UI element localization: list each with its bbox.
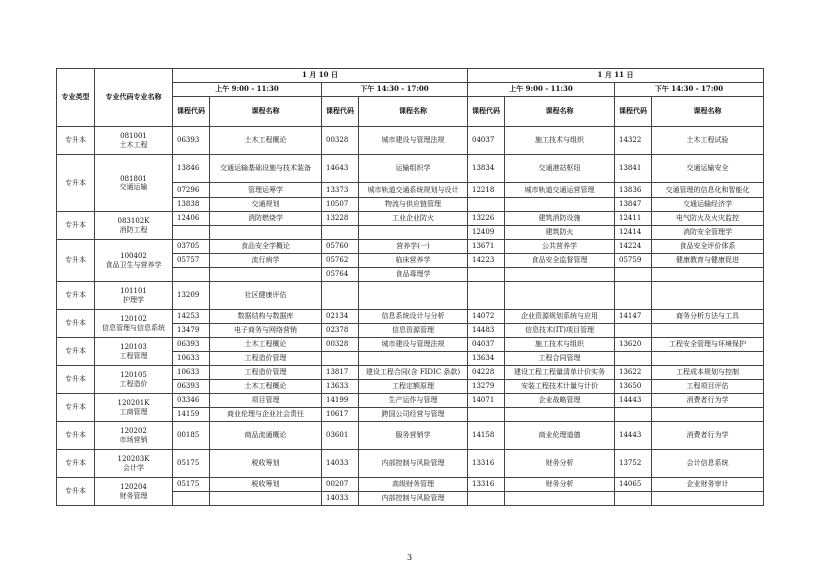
course-code: 10617: [322, 408, 359, 422]
major-cell: [95, 127, 173, 155]
course-code: 13279: [468, 380, 505, 394]
header-day1: 1 月 10 日: [173, 69, 468, 83]
major-name: 财务管理: [119, 491, 148, 500]
major-cell: [95, 310, 173, 338]
course-name: 工业企业防火: [359, 212, 468, 226]
major-type: 专升本: [57, 366, 95, 394]
course-code: [468, 282, 505, 310]
course-name: 电气防火及火灾监控: [652, 212, 764, 226]
course-code: 13841: [615, 155, 652, 183]
header-major-code-name: 专业代码专业名称: [95, 69, 173, 127]
course-name: 信息资源管理: [359, 324, 468, 338]
course-name: [652, 268, 764, 282]
course-name: 财务分析: [505, 450, 615, 478]
course-name: [652, 324, 764, 338]
header-course: 课程名称: [210, 97, 322, 127]
course-code: 14071: [468, 394, 505, 408]
course-code: 13834: [468, 155, 505, 183]
course-name: 营养学(一): [359, 240, 468, 254]
course-name: 管理运筹学: [210, 183, 322, 198]
course-name: 电子商务与网络营销: [210, 324, 322, 338]
course-name: 食品安全监督管理: [505, 254, 615, 268]
table-row: [57, 394, 764, 408]
course-name: 临床营养学: [359, 254, 468, 268]
course-code: 14159: [173, 408, 210, 422]
course-name: [359, 352, 468, 366]
course-name: 数据结构与数据库: [210, 310, 322, 324]
major-type: 专升本: [57, 338, 95, 366]
course-name: [210, 268, 322, 282]
course-name: 会计信息系统: [652, 450, 764, 478]
course-name: 消防燃烧学: [210, 212, 322, 226]
major-type: 专升本: [57, 282, 95, 310]
table-row: [57, 478, 764, 492]
course-name: 跨国公司经营与管理: [359, 408, 468, 422]
course-name: 企业财务审计: [652, 478, 764, 492]
major-cell: [95, 422, 173, 450]
course-name: 健康教育与健康促进: [652, 254, 764, 268]
major-code: 120203K: [117, 455, 150, 464]
major-code: 120105: [120, 371, 147, 380]
course-code: 13226: [468, 212, 505, 226]
course-code: 13838: [173, 198, 210, 212]
course-code: [615, 268, 652, 282]
header-course: 课程名称: [505, 97, 615, 127]
course-code: [615, 408, 652, 422]
major-name: 工程管理: [119, 351, 148, 360]
course-name: 土木工程概论: [210, 338, 322, 352]
course-code: 05764: [322, 268, 359, 282]
major-name: 食品卫生与营养学: [105, 260, 162, 269]
course-name: [652, 282, 764, 310]
course-code: 13836: [615, 183, 652, 198]
course-code: 14322: [615, 127, 652, 155]
course-name: [505, 492, 615, 506]
course-name: 施工技术与组织: [505, 338, 615, 352]
course-code: 03601: [322, 422, 359, 450]
course-name: 交通港站枢纽: [505, 155, 615, 183]
course-code: [173, 226, 210, 240]
header-day1-am: 上午 9:00 - 11:30: [173, 83, 322, 97]
course-code: 12409: [468, 226, 505, 240]
course-code: 14443: [615, 394, 652, 408]
course-code: 14643: [322, 155, 359, 183]
course-code: 07296: [173, 183, 210, 198]
course-code: 13228: [322, 212, 359, 226]
major-type: 专升本: [57, 450, 95, 478]
course-code: [615, 492, 652, 506]
major-cell: [95, 240, 173, 282]
course-name: 土木工程概论: [210, 380, 322, 394]
course-name: 运输组织学: [359, 155, 468, 183]
course-name: 交通运输基础设施与技术装备: [210, 155, 322, 183]
course-name: 工程造价管理: [210, 366, 322, 380]
course-name: [652, 408, 764, 422]
major-name: 消防工程: [119, 225, 148, 234]
course-name: 商业伦理与企业社会责任: [210, 408, 322, 422]
header-code: 课程代码: [322, 97, 359, 127]
course-code: 14033: [322, 450, 359, 478]
course-code: 05175: [173, 478, 210, 492]
course-name: 交通运输安全: [652, 155, 764, 183]
course-name: 交通管理的信息化和智能化: [652, 183, 764, 198]
course-code: 12406: [173, 212, 210, 226]
table-row: [57, 155, 764, 183]
major-code: 120102: [120, 315, 147, 324]
course-code: 13671: [468, 240, 505, 254]
course-code: [322, 282, 359, 310]
course-name: [505, 268, 615, 282]
course-name: 项目管理: [210, 394, 322, 408]
course-code: [468, 268, 505, 282]
table-row: [57, 366, 764, 380]
major-code: 083102K: [117, 217, 150, 226]
course-name: 城市建设与管理法规: [359, 127, 468, 155]
major-cell: [95, 450, 173, 478]
major-type: 专升本: [57, 478, 95, 506]
course-name: 建筑消防设施: [505, 212, 615, 226]
major-type: 专升本: [57, 422, 95, 450]
course-name: 高级财务管理: [359, 478, 468, 492]
course-name: 城市轨道交通运营管理: [505, 183, 615, 198]
course-code: 05175: [173, 450, 210, 478]
course-name: 工程项目评估: [652, 380, 764, 394]
major-cell: [95, 155, 173, 212]
course-name: 工程成本规划与控制: [652, 366, 764, 380]
course-code: 05757: [173, 254, 210, 268]
header-day2: 1 月 11 日: [468, 69, 764, 83]
course-name: 建设工程合同(含 FIDIC 条款): [359, 366, 468, 380]
course-code: 12411: [615, 212, 652, 226]
course-code: 13634: [468, 352, 505, 366]
course-name: 安装工程技术计量与计价: [505, 380, 615, 394]
header-major-type: 专业类型: [57, 69, 95, 127]
course-name: 商品流通概论: [210, 422, 322, 450]
course-name: 工程合同管理: [505, 352, 615, 366]
course-name: 食品安全评价体系: [652, 240, 764, 254]
course-code: 04228: [468, 366, 505, 380]
course-code: [322, 352, 359, 366]
major-name: 工程造价: [119, 379, 148, 388]
course-name: 工程定额原理: [359, 380, 468, 394]
major-code: 120202: [120, 427, 147, 436]
course-name: [652, 352, 764, 366]
header-day2-pm: 下午 14:30 - 17:00: [615, 83, 764, 97]
course-code: 00207: [322, 478, 359, 492]
course-code: 10507: [322, 198, 359, 212]
course-name: 食品毒理学: [359, 268, 468, 282]
course-code: 14147: [615, 310, 652, 324]
course-code: 13846: [173, 155, 210, 183]
course-code: 10633: [173, 352, 210, 366]
major-code: 081001: [120, 132, 147, 141]
course-code: 13650: [615, 380, 652, 394]
major-type: 专升本: [57, 310, 95, 338]
course-code: 13209: [173, 282, 210, 310]
course-name: 内部控制与风险管理: [359, 492, 468, 506]
course-code: 14224: [615, 240, 652, 254]
major-name: 信息管理与信息系统: [102, 323, 165, 332]
major-type: 专升本: [57, 155, 95, 212]
course-code: 13479: [173, 324, 210, 338]
course-code: [322, 226, 359, 240]
major-name: 工商管理: [119, 407, 148, 416]
course-code: 14199: [322, 394, 359, 408]
major-code: 081801: [120, 174, 147, 183]
course-code: 10633: [173, 366, 210, 380]
course-name: 物流与供应链管理: [359, 198, 468, 212]
course-name: 食品安全学概论: [210, 240, 322, 254]
course-code: 13817: [322, 366, 359, 380]
course-code: [615, 324, 652, 338]
course-code: 14483: [468, 324, 505, 338]
course-code: [173, 268, 210, 282]
course-name: 施工技术与组织: [505, 127, 615, 155]
course-name: [359, 282, 468, 310]
course-code: 14072: [468, 310, 505, 324]
major-type: 专升本: [57, 212, 95, 240]
course-code: 14065: [615, 478, 652, 492]
major-code: 120103: [120, 343, 147, 352]
major-cell: [95, 366, 173, 394]
major-type: 专升本: [57, 240, 95, 282]
course-code: 13620: [615, 338, 652, 352]
course-name: 消费者行为学: [652, 422, 764, 450]
course-code: 13622: [615, 366, 652, 380]
course-name: 交通规划: [210, 198, 322, 212]
course-code: [468, 492, 505, 506]
course-name: 服务营销学: [359, 422, 468, 450]
course-code: [468, 408, 505, 422]
course-name: 工程造价管理: [210, 352, 322, 366]
header-code: 课程代码: [615, 97, 652, 127]
table-body: [57, 127, 764, 506]
header-day2-am: 上午 9:00 - 11:30: [468, 83, 615, 97]
course-code: 13633: [322, 380, 359, 394]
course-name: 城市轨道交通系统规划与设计: [359, 183, 468, 198]
header-code: 课程代码: [173, 97, 210, 127]
course-code: 13847: [615, 198, 652, 212]
course-code: 00185: [173, 422, 210, 450]
major-cell: [95, 394, 173, 422]
course-code: 13316: [468, 450, 505, 478]
major-type: 专升本: [57, 127, 95, 155]
major-code: 101101: [120, 287, 147, 296]
course-code: 00328: [322, 338, 359, 352]
major-cell: [95, 282, 173, 310]
table-row: [57, 338, 764, 352]
course-name: 交通运输经济学: [652, 198, 764, 212]
course-name: 企业资源规划系统与应用: [505, 310, 615, 324]
course-code: 14443: [615, 422, 652, 450]
course-name: 公共营养学: [505, 240, 615, 254]
major-cell: [95, 338, 173, 366]
page-number: 3: [406, 553, 413, 562]
course-name: 社区健康评估: [210, 282, 322, 310]
course-name: 税收筹划: [210, 450, 322, 478]
header-course: 课程名称: [359, 97, 468, 127]
course-name: [505, 282, 615, 310]
course-name: 建设工程工程量清单计价实务: [505, 366, 615, 380]
course-code: 13752: [615, 450, 652, 478]
course-code: 12414: [615, 226, 652, 240]
table-row: [57, 212, 764, 226]
course-name: 消费者行为学: [652, 394, 764, 408]
major-cell: [95, 212, 173, 240]
course-name: 信息技术(IT)项目管理: [505, 324, 615, 338]
course-code: 03346: [173, 394, 210, 408]
course-code: 06393: [173, 380, 210, 394]
course-code: 14033: [322, 492, 359, 506]
course-name: 消防安全管理学: [652, 226, 764, 240]
major-code: 100402: [120, 252, 147, 261]
major-name: 护理学: [123, 295, 144, 304]
major-name: 会计学: [123, 463, 144, 472]
course-name: [505, 408, 615, 422]
course-code: [615, 352, 652, 366]
course-code: 06393: [173, 127, 210, 155]
course-code: 14158: [468, 422, 505, 450]
course-name: 建筑防火: [505, 226, 615, 240]
course-code: 03705: [173, 240, 210, 254]
course-name: 工程安全管理与环境保护: [652, 338, 764, 352]
major-name: 市场营销: [119, 435, 148, 444]
exam-schedule-table: [56, 68, 764, 506]
course-code: 05759: [615, 254, 652, 268]
header-day1-pm: 下午 14:30 - 17:00: [322, 83, 468, 97]
course-name: [652, 492, 764, 506]
course-name: 企业战略管理: [505, 394, 615, 408]
course-name: 内部控制与风险管理: [359, 450, 468, 478]
course-name: 财务分析: [505, 478, 615, 492]
course-code: 04037: [468, 127, 505, 155]
course-name: 土木工程试验: [652, 127, 764, 155]
course-code: 12218: [468, 183, 505, 198]
course-name: [505, 198, 615, 212]
course-code: 00328: [322, 127, 359, 155]
course-name: [359, 226, 468, 240]
major-type: 专升本: [57, 394, 95, 422]
major-cell: [95, 478, 173, 506]
major-name: 交通运输: [119, 183, 148, 191]
course-name: [210, 226, 322, 240]
table-row: [57, 240, 764, 254]
course-code: 02134: [322, 310, 359, 324]
table-row: [57, 422, 764, 450]
course-name: 税收筹划: [210, 478, 322, 492]
course-code: 05762: [322, 254, 359, 268]
header-course: 课程名称: [652, 97, 764, 127]
course-code: 06393: [173, 338, 210, 352]
major-name: 土木工程: [119, 140, 148, 149]
course-code: 05760: [322, 240, 359, 254]
table-row: [57, 282, 764, 310]
header-code: 课程代码: [468, 97, 505, 127]
table-row: [57, 127, 764, 155]
course-code: 14223: [468, 254, 505, 268]
course-name: 流行病学: [210, 254, 322, 268]
course-code: 13316: [468, 478, 505, 492]
table-row: [57, 310, 764, 324]
course-name: 商业伦理道德: [505, 422, 615, 450]
course-code: 02378: [322, 324, 359, 338]
course-code: [468, 198, 505, 212]
table-row: [57, 450, 764, 478]
course-name: 土木工程概论: [210, 127, 322, 155]
course-name: 商务分析方法与工具: [652, 310, 764, 324]
course-name: 生产运作与管理: [359, 394, 468, 408]
course-name: 城市建设与管理法规: [359, 338, 468, 352]
course-name: 信息系统设计与分析: [359, 310, 468, 324]
course-code: 13373: [322, 183, 359, 198]
major-code: 120201K: [117, 399, 150, 408]
course-code: [173, 492, 210, 506]
course-code: [615, 282, 652, 310]
course-code: 04037: [468, 338, 505, 352]
course-name: [210, 492, 322, 506]
course-code: 14253: [173, 310, 210, 324]
major-code: 120204: [120, 483, 147, 492]
